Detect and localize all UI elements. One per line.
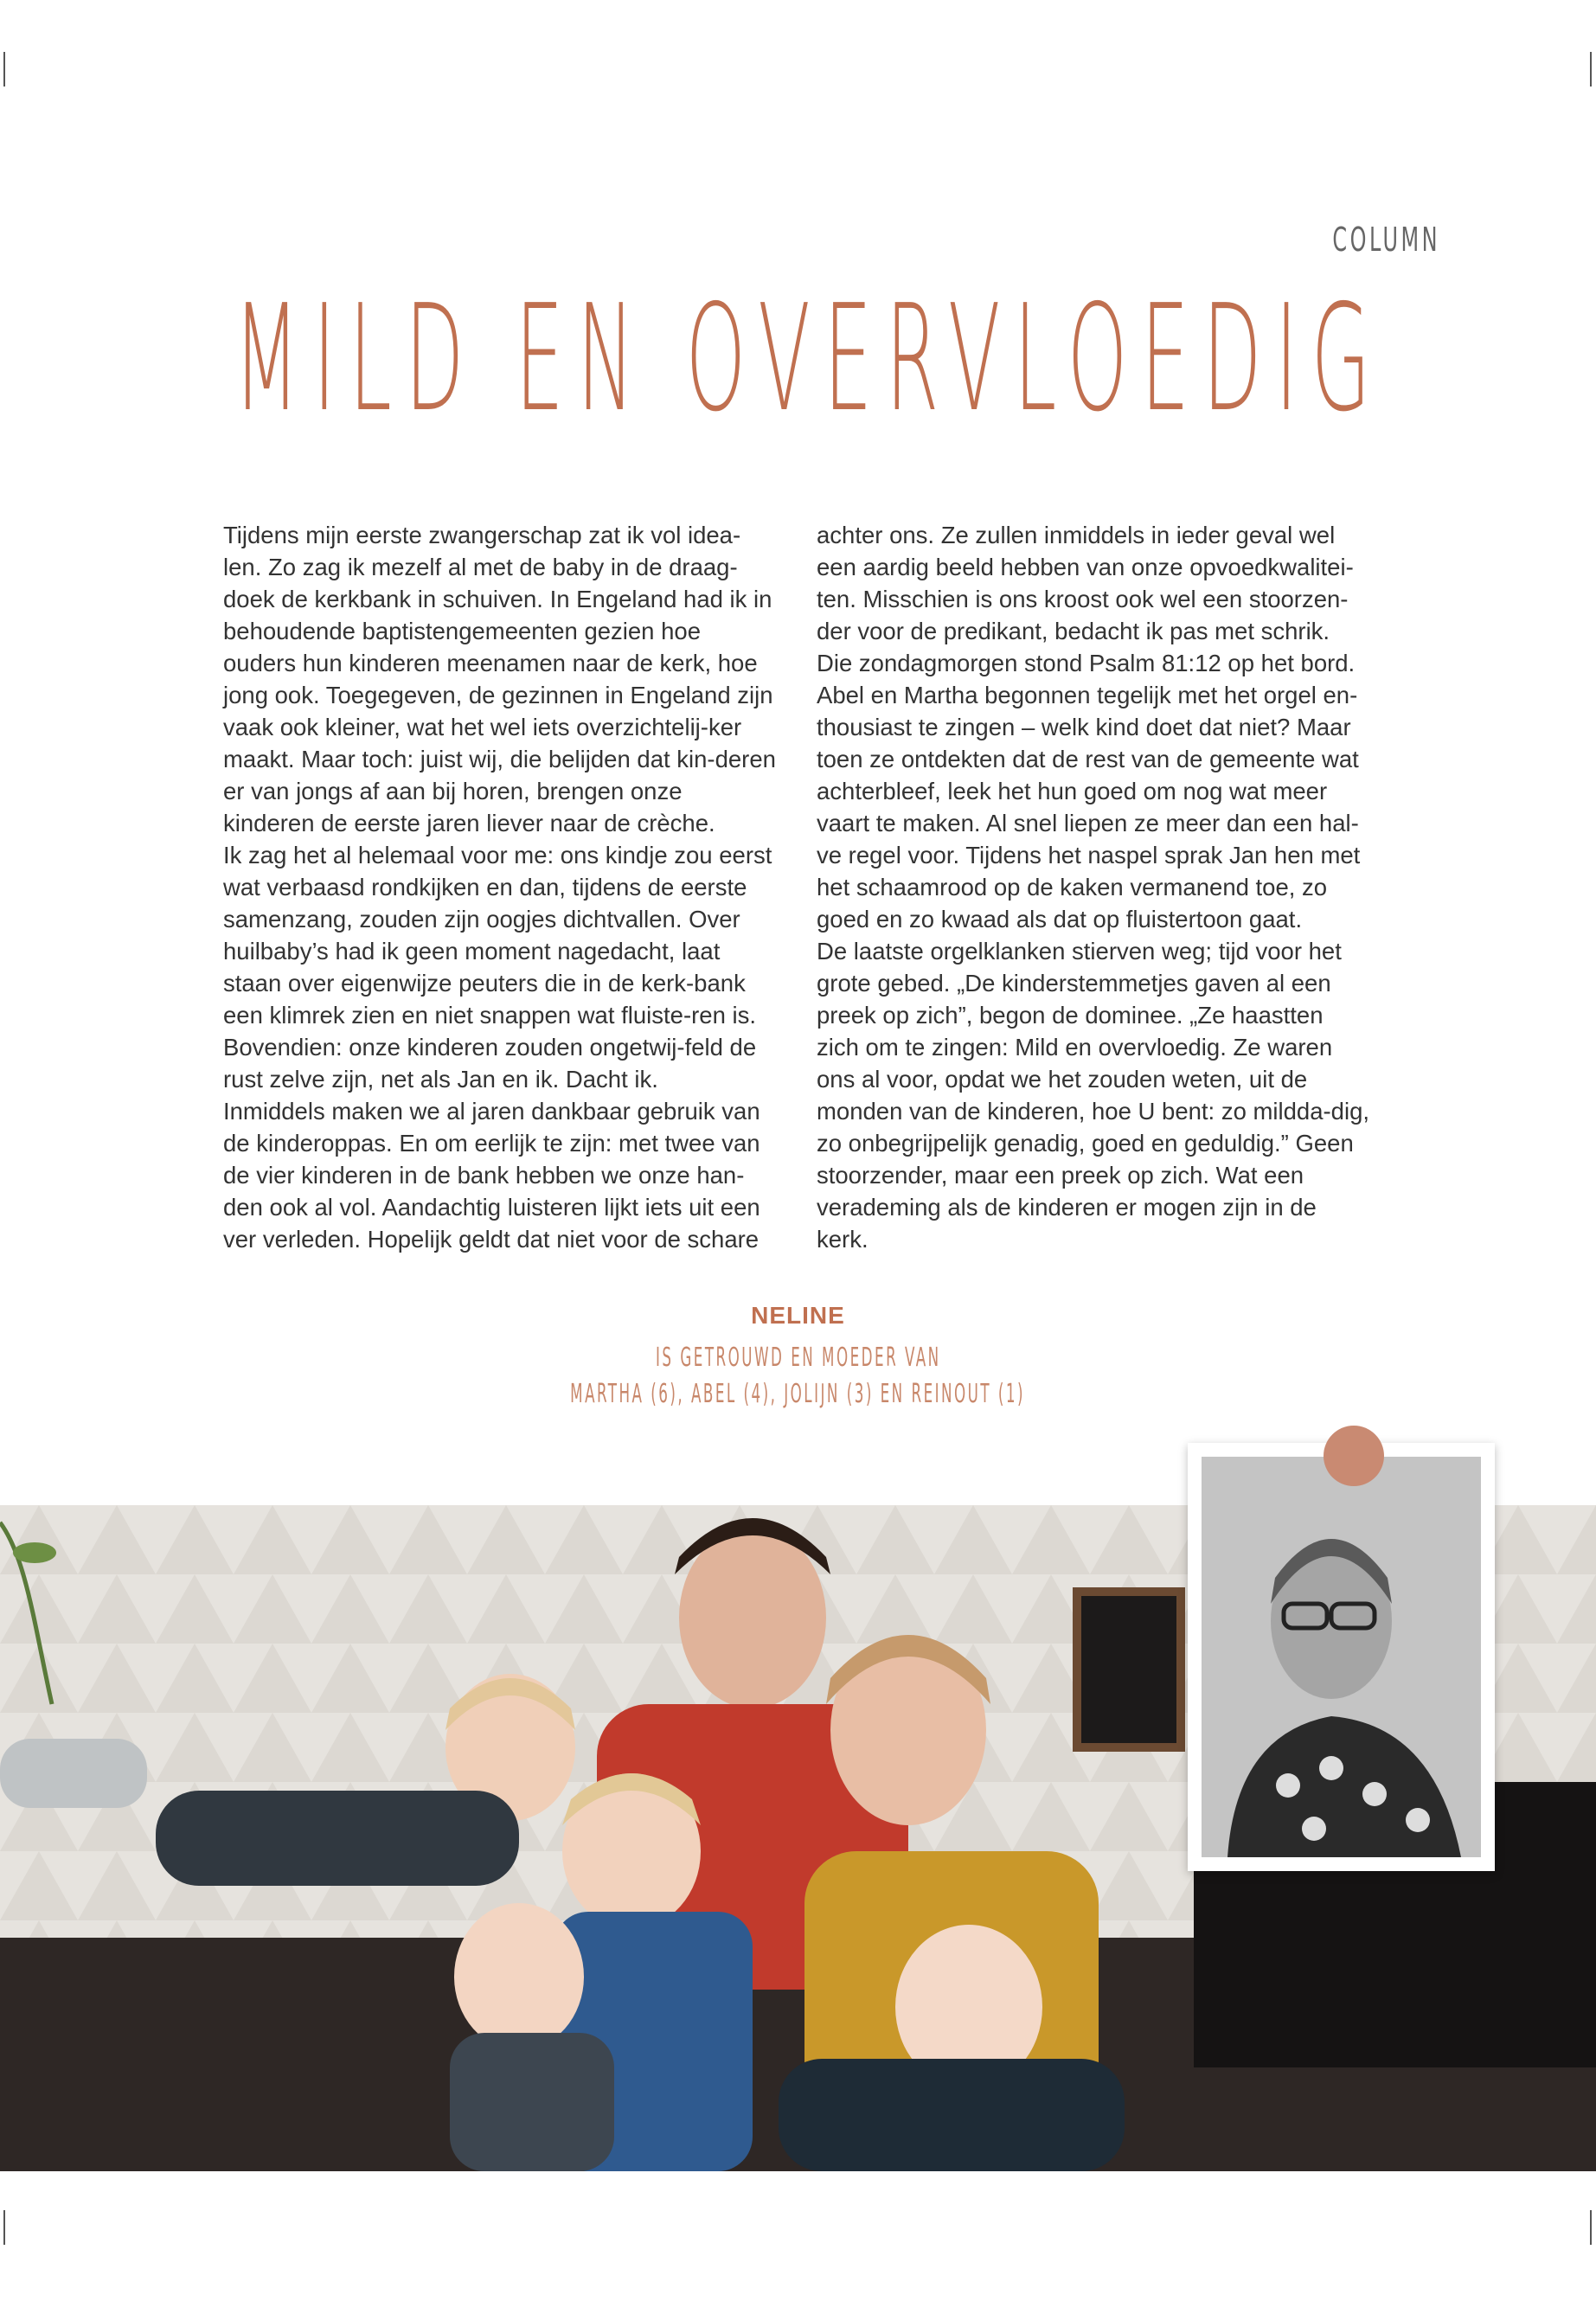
article-column-right [817,519,1370,1255]
crop-mark-bottom-left [3,2210,5,2245]
author-bio-line-2: MARTHA (6), ABEL (4), JOLIJN (3) EN REINOUT (1) [570,1379,1026,1409]
author-bio-line-1: IS GETROUWD EN MOEDER VAN [655,1343,941,1373]
page-title: MILD EN OVERVLOEDIG [234,273,1384,445]
paragraph: Ik zag het al helemaal voor me: ons kindje zou eerst wat verbaasd rondkijken en dan, tijdens de eerste samenzang, zouden zijn oogjes dichtvallen. Over huilbaby’s had ik geen moment nagedacht, laat staan over eigenwijze peuters die in de kerk-bank een klimrek zien en niet snappen wat fluiste-ren is. Bovendien: onze kinderen zouden ongetwij-feld de rust zelve zijn, net als Jan en ik. Dacht ik. [223,842,772,1093]
article-column-left [223,519,777,1255]
paragraph: De laatste orgelklanken stierven weg; tijd voor het grote gebed. „De kinderstemmetjes gaven al een preek op zich”, begon de dominee. „Ze haastten zich om te zingen: Mild en overvloedig. Ze waren ons al voor, opdat we het zouden weten, uit de monden van de kinderen, hoe U bent: zo mildda-dig, zo onbegrijpelijk genadig, goed en geduldig.” Geen stoorzender, maar een preek op zich. Wat een verademing als de kinderen er mogen zijn in de kerk. [817,938,1370,1253]
section-kicker: COLUMN [1332,221,1440,259]
paragraph: achter ons. Ze zullen inmiddels in ieder geval wel een aardig beeld hebben van onze opvoedkwalitei-ten. Misschien is ons kroost ook wel een stoorzen-der voor de predikant, bedacht ik pas met schrik. [817,522,1354,644]
author-portrait [1188,1443,1495,1871]
crop-mark-top-left [3,52,5,87]
crop-mark-top-right [1590,52,1592,87]
crop-mark-bottom-right [1590,2210,1592,2245]
paragraph: Inmiddels maken we al jaren dankbaar gebruik van de kinderoppas. En om eerlijk te zijn: met twee van de vier kinderen in de bank hebben we onze han-den ook al vol. Aandachtig luisteren lijkt iets uit een ver verleden. Hopelijk geldt dat niet voor de schare [223,1098,760,1253]
author-name: NELINE [751,1302,845,1329]
paragraph: Die zondagmorgen stond Psalm 81:12 op het bord. Abel en Martha begonnen tegelijk met het orgel en-thousiast te zingen – welk kind doet dat niet? Maar toen ze ontdekten dat de rest van de gemeente wat achterbleef, leek het hun goed om nog wat meer vaart te maken. Al snel liepen ze meer dan een hal-ve regel voor. Tijdens het naspel sprak Jan hen met het schaamrood op de kaken vermanend toe, zo goed en zo kwaad als dat op fluistertoon gaat. [817,650,1361,933]
author-bio [0,1302,1596,1413]
author-portrait-image [1202,1457,1481,1857]
pin-icon [1324,1426,1384,1486]
paragraph: Tijdens mijn eerste zwangerschap zat ik vol idea-len. Zo zag ik mezelf al met de baby in de draag-doek de kerkbank in schuiven. In Engeland had ik in behoudende baptistengemeenten gezien hoe ouders hun kinderen meenamen naar de kerk, hoe jong ook. Toegegeven, de gezinnen in Engeland zijn vaak ook kleiner, wat het wel iets overzichtelij-ker maakt. Maar toch: juist wij, die belijden dat kin-deren er van jongs af aan bij horen, brengen onze kinderen de eerste jaren liever naar de crèche. [223,522,776,836]
